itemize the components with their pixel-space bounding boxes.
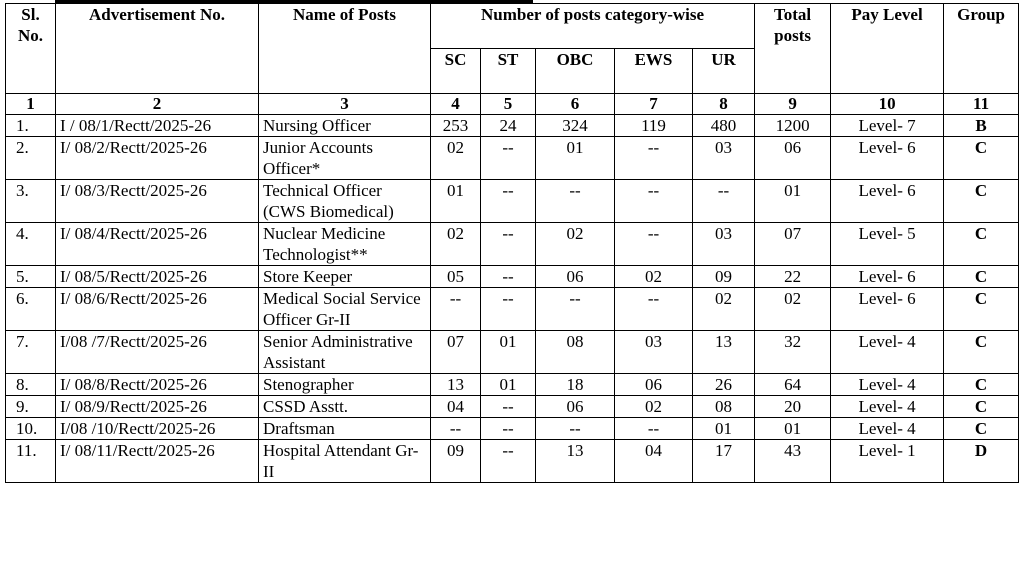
cell-sl-no: 9.: [6, 396, 56, 418]
header-row: [6, 4, 1019, 49]
cell-group: C: [944, 223, 1019, 266]
cell-sl-no: 4.: [6, 223, 56, 266]
header-pay-level: Pay Level: [831, 4, 944, 94]
cell-ews: 06: [615, 374, 693, 396]
header-category-st: ST: [481, 49, 536, 94]
column-number: 1: [6, 94, 56, 115]
cell-ews: 02: [615, 266, 693, 288]
cell-ur: 480: [693, 115, 755, 137]
cell-post-name: Nuclear Medicine Technologist**: [259, 223, 431, 266]
cell-sl-no: 6.: [6, 288, 56, 331]
cell-pay-level: Level- 6: [831, 288, 944, 331]
cell-obc: --: [536, 180, 615, 223]
cell-st: 24: [481, 115, 536, 137]
cell-sc: 04: [431, 396, 481, 418]
column-number: 8: [693, 94, 755, 115]
cell-sl-no: 11.: [6, 440, 56, 483]
header-sl-no: Sl. No.: [6, 4, 56, 94]
cell-st: --: [481, 288, 536, 331]
cell-pay-level: Level- 6: [831, 180, 944, 223]
cell-post-name: Draftsman: [259, 418, 431, 440]
cell-st: --: [481, 180, 536, 223]
cell-post-name: Stenographer: [259, 374, 431, 396]
posts-table-body: [6, 115, 1019, 483]
cell-ur: 01: [693, 418, 755, 440]
table-row: [6, 331, 1019, 374]
cell-sl-no: 1.: [6, 115, 56, 137]
cell-sc: 07: [431, 331, 481, 374]
table-row: [6, 180, 1019, 223]
cell-ur: 03: [693, 223, 755, 266]
cell-group: B: [944, 115, 1019, 137]
cell-ur: 08: [693, 396, 755, 418]
cell-pay-level: Level- 4: [831, 396, 944, 418]
cell-advertisement-no: I/ 08/6/Rectt/2025-26: [56, 288, 259, 331]
cell-group: C: [944, 266, 1019, 288]
cell-sc: 05: [431, 266, 481, 288]
cell-pay-level: Level- 7: [831, 115, 944, 137]
cell-ews: --: [615, 223, 693, 266]
column-number: 10: [831, 94, 944, 115]
cell-total-posts: 22: [755, 266, 831, 288]
header-name-of-posts: Name of Posts: [259, 4, 431, 94]
cell-post-name: CSSD Asstt.: [259, 396, 431, 418]
cell-obc: 18: [536, 374, 615, 396]
table-row: [6, 115, 1019, 137]
table-row: [6, 266, 1019, 288]
cell-total-posts: 01: [755, 180, 831, 223]
header-category-ews: EWS: [615, 49, 693, 94]
cell-ur: 02: [693, 288, 755, 331]
header-category-ur: UR: [693, 49, 755, 94]
cell-ur: 17: [693, 440, 755, 483]
cell-ur: 09: [693, 266, 755, 288]
cell-total-posts: 06: [755, 137, 831, 180]
cell-sc: 253: [431, 115, 481, 137]
header-total-posts: Total posts: [755, 4, 831, 94]
cell-obc: 06: [536, 396, 615, 418]
table-row: [6, 396, 1019, 418]
cell-sc: 02: [431, 223, 481, 266]
cell-sl-no: 10.: [6, 418, 56, 440]
cell-advertisement-no: I/08 /7/Rectt/2025-26: [56, 331, 259, 374]
cell-sc: 02: [431, 137, 481, 180]
column-number: 2: [56, 94, 259, 115]
cell-advertisement-no: I/ 08/8/Rectt/2025-26: [56, 374, 259, 396]
table-row: [6, 374, 1019, 396]
cell-group: C: [944, 418, 1019, 440]
cell-pay-level: Level- 6: [831, 266, 944, 288]
cell-sc: 13: [431, 374, 481, 396]
cell-advertisement-no: I/ 08/5/Rectt/2025-26: [56, 266, 259, 288]
cell-advertisement-no: I/ 08/9/Rectt/2025-26: [56, 396, 259, 418]
cell-total-posts: 02: [755, 288, 831, 331]
cell-group: C: [944, 396, 1019, 418]
table-row: [6, 223, 1019, 266]
cell-post-name: Store Keeper: [259, 266, 431, 288]
header-category-obc: OBC: [536, 49, 615, 94]
cell-ews: --: [615, 180, 693, 223]
cell-st: --: [481, 396, 536, 418]
cell-advertisement-no: I/ 08/3/Rectt/2025-26: [56, 180, 259, 223]
cell-obc: 01: [536, 137, 615, 180]
cell-total-posts: 32: [755, 331, 831, 374]
cell-post-name: Senior Administrative Assistant: [259, 331, 431, 374]
header-category-wise: Number of posts category-wise: [431, 4, 755, 49]
cell-obc: 06: [536, 266, 615, 288]
cell-sl-no: 7.: [6, 331, 56, 374]
column-number: 11: [944, 94, 1019, 115]
cell-advertisement-no: I/08 /10/Rectt/2025-26: [56, 418, 259, 440]
column-number: 5: [481, 94, 536, 115]
cell-ews: --: [615, 418, 693, 440]
cell-total-posts: 20: [755, 396, 831, 418]
cell-sl-no: 2.: [6, 137, 56, 180]
cell-sc: 01: [431, 180, 481, 223]
cell-advertisement-no: I/ 08/4/Rectt/2025-26: [56, 223, 259, 266]
header-advertisement-no: Advertisement No.: [56, 4, 259, 94]
cell-st: --: [481, 137, 536, 180]
cell-ews: --: [615, 288, 693, 331]
cell-group: C: [944, 137, 1019, 180]
cell-st: 01: [481, 374, 536, 396]
cell-post-name: Technical Officer (CWS Biomedical): [259, 180, 431, 223]
cell-sl-no: 5.: [6, 266, 56, 288]
cell-post-name: Medical Social Service Officer Gr-II: [259, 288, 431, 331]
posts-table: [5, 3, 1019, 483]
cell-ews: --: [615, 137, 693, 180]
column-number: 9: [755, 94, 831, 115]
cell-ews: 04: [615, 440, 693, 483]
cell-total-posts: 1200: [755, 115, 831, 137]
cell-obc: 02: [536, 223, 615, 266]
cell-post-name: Junior Accounts Officer*: [259, 137, 431, 180]
cell-pay-level: Level- 6: [831, 137, 944, 180]
cell-ews: 03: [615, 331, 693, 374]
cell-total-posts: 43: [755, 440, 831, 483]
cell-ur: 03: [693, 137, 755, 180]
cell-post-name: Nursing Officer: [259, 115, 431, 137]
cell-total-posts: 07: [755, 223, 831, 266]
cell-st: --: [481, 266, 536, 288]
cell-sl-no: 3.: [6, 180, 56, 223]
cell-obc: 08: [536, 331, 615, 374]
table-row: [6, 137, 1019, 180]
cell-ur: 26: [693, 374, 755, 396]
table-row: [6, 418, 1019, 440]
cell-obc: 13: [536, 440, 615, 483]
cell-ur: --: [693, 180, 755, 223]
cell-total-posts: 64: [755, 374, 831, 396]
cell-total-posts: 01: [755, 418, 831, 440]
cell-group: C: [944, 374, 1019, 396]
table-row: [6, 288, 1019, 331]
cell-sl-no: 8.: [6, 374, 56, 396]
cell-group: D: [944, 440, 1019, 483]
cell-obc: 324: [536, 115, 615, 137]
cell-sc: --: [431, 288, 481, 331]
cell-pay-level: Level- 4: [831, 331, 944, 374]
cell-obc: --: [536, 288, 615, 331]
cell-ews: 02: [615, 396, 693, 418]
cell-st: --: [481, 418, 536, 440]
cell-st: --: [481, 440, 536, 483]
cell-group: C: [944, 331, 1019, 374]
column-number: 3: [259, 94, 431, 115]
cell-advertisement-no: I/ 08/2/Rectt/2025-26: [56, 137, 259, 180]
cell-st: --: [481, 223, 536, 266]
cell-group: C: [944, 288, 1019, 331]
cell-ur: 13: [693, 331, 755, 374]
cell-advertisement-no: I/ 08/11/Rectt/2025-26: [56, 440, 259, 483]
table-row: [6, 440, 1019, 483]
cell-group: C: [944, 180, 1019, 223]
header-group: Group: [944, 4, 1019, 94]
column-number: 7: [615, 94, 693, 115]
cell-pay-level: Level- 5: [831, 223, 944, 266]
cell-sc: --: [431, 418, 481, 440]
cell-pay-level: Level- 4: [831, 374, 944, 396]
cell-pay-level: Level- 4: [831, 418, 944, 440]
cell-st: 01: [481, 331, 536, 374]
column-number-row: [6, 94, 1019, 115]
cell-ews: 119: [615, 115, 693, 137]
column-number: 4: [431, 94, 481, 115]
cell-advertisement-no: I / 08/1/Rectt/2025-26: [56, 115, 259, 137]
cell-obc: --: [536, 418, 615, 440]
header-category-sc: SC: [431, 49, 481, 94]
cell-sc: 09: [431, 440, 481, 483]
cell-pay-level: Level- 1: [831, 440, 944, 483]
cell-post-name: Hospital Attendant Gr-II: [259, 440, 431, 483]
column-number: 6: [536, 94, 615, 115]
